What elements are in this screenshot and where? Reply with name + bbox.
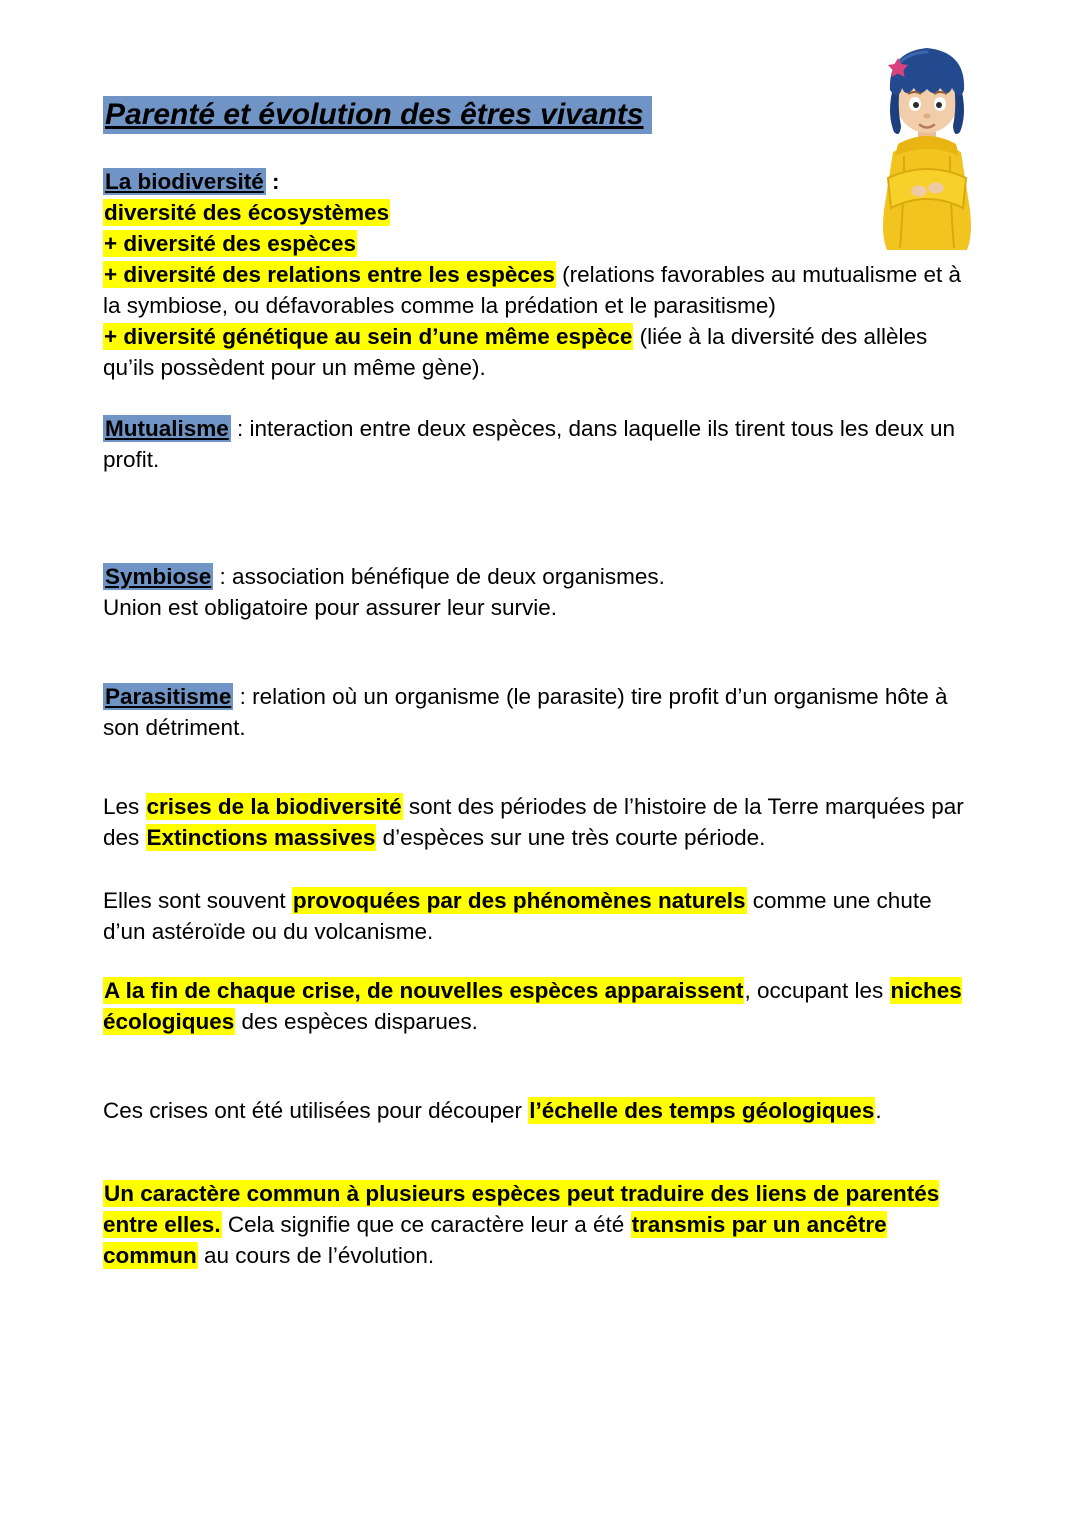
yellow-highlight-text: + diversité des espèces	[104, 231, 357, 256]
term-highlight: Mutualisme	[105, 416, 229, 441]
paragraph-phenomenes	[103, 885, 965, 947]
paragraph-ecosystem-diversity	[103, 197, 965, 228]
paragraph-biodiversity-heading	[103, 166, 965, 197]
paragraph-parasitisme	[103, 681, 965, 743]
term-highlight: Symbiose	[105, 564, 212, 589]
yellow-highlight-text: transmis par un ancêtre commun	[103, 1212, 887, 1268]
paragraph-symbiose	[103, 561, 965, 623]
yellow-highlight-text: niches écologiques	[103, 978, 962, 1034]
yellow-highlight-text: diversité des écosystèmes	[104, 200, 390, 225]
body-text: des espèces disparues.	[235, 1009, 478, 1034]
yellow-highlight-text: l’échelle des temps géologiques	[529, 1098, 875, 1123]
yellow-highlight-text: + diversité génétique au sein d’une même espèce	[104, 324, 633, 349]
paragraph-crises	[103, 791, 965, 853]
body-text: au cours de l’évolution.	[197, 1243, 435, 1268]
body-text: .	[875, 1098, 882, 1123]
body-text: Cela signifie que ce caractère leur a été	[221, 1212, 631, 1237]
body-text: : relation où un organisme (le parasite) tire profit d’un organisme hôte à son détriment.	[103, 684, 948, 740]
term-highlight: Parasitisme	[105, 684, 232, 709]
yellow-highlight-text: Extinctions massives	[146, 825, 376, 850]
body-text: d’espèces sur une très courte période.	[376, 825, 766, 850]
yellow-highlight-text: provoquées par des phénomènes naturels	[292, 888, 746, 913]
body-text: (relations favorables au mutualisme et à la symbiose, ou défavorables comme la prédation et le parasitisme)	[103, 262, 962, 318]
body-text: Les	[103, 794, 146, 819]
page-title-text: Parenté et évolution des êtres vivants	[103, 96, 652, 134]
page-title	[103, 96, 965, 134]
body-text: Ces crises ont été utilisées pour découper	[103, 1098, 529, 1123]
body-text: sont des périodes de l’histoire de la Terre marquées par des	[103, 794, 964, 850]
document-content	[103, 96, 965, 1271]
paragraph-relations-diversity	[103, 259, 965, 321]
paragraph-fin-de-crise	[103, 975, 965, 1037]
paragraph-echelle-temps	[103, 1095, 965, 1126]
body-text: Union est obligatoire pour assurer leur survie.	[103, 595, 557, 620]
body-text: : association bénéfique de deux organismes.	[213, 564, 665, 589]
paragraph-caractere-commun	[103, 1178, 965, 1271]
paragraph-mutualisme	[103, 413, 965, 475]
body-text: Elles sont souvent	[103, 888, 292, 913]
body-text: comme une chute d’un astéroïde ou du volcanisme.	[103, 888, 932, 944]
term-highlight: La biodiversité	[105, 169, 264, 194]
yellow-highlight-text: A la fin de chaque crise, de nouvelles espèces apparaissent	[104, 978, 744, 1003]
body-text: :	[265, 169, 280, 194]
paragraph-genetic-diversity	[103, 321, 965, 383]
yellow-highlight-text: Un caractère commun à plusieurs espèces peut traduire des liens de parentés entre elles.	[103, 1181, 940, 1237]
paragraph-species-diversity	[103, 228, 965, 259]
yellow-highlight-text: crises de la biodiversité	[146, 794, 402, 819]
yellow-highlight-text: + diversité des relations entre les espèces	[104, 262, 555, 287]
body-text: (liée à la diversité des allèles qu’ils possèdent pour un même gène).	[103, 324, 928, 380]
body-text: : interaction entre deux espèces, dans laquelle ils tirent tous les deux un profit.	[103, 416, 955, 472]
body-text: , occupant les	[744, 978, 890, 1003]
